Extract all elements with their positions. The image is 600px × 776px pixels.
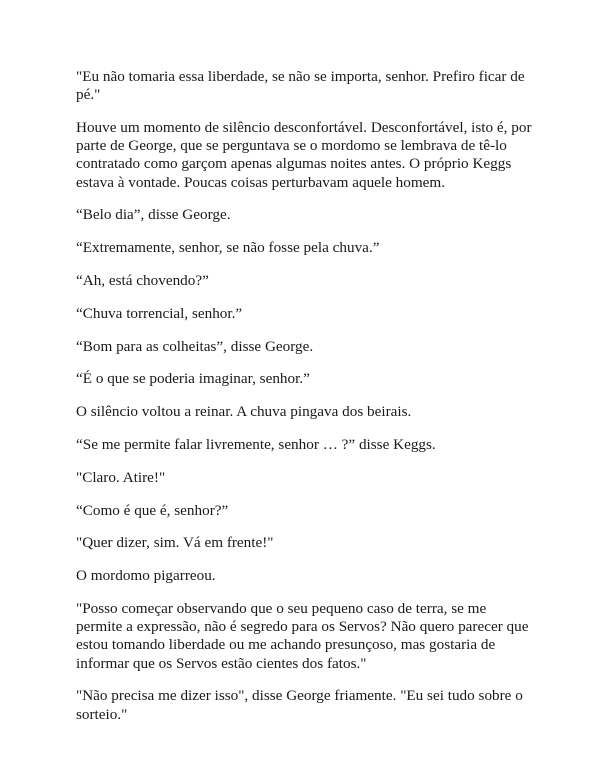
paragraph-8: “É o que se poderia imaginar, senhor.” — [76, 370, 310, 388]
paragraph-11: "Claro. Atire!" — [76, 468, 166, 486]
paragraph-5: “Ah, está chovendo?” — [76, 272, 209, 289]
paragraph-15: "Posso começar observando que o seu pequeno caso de terra, se me permite a expressão, não é segredo para os Servos? Não quero parecer que estou tomando liberdade ou me achando presunçoso, mas gostaria de informar que os Servos estão cientes dos fatos." — [76, 599, 529, 672]
paragraph-14: O mordomo pigarreou. — [76, 567, 216, 585]
paragraph-7: “Bom para as colheitas”, disse George. — [76, 337, 314, 355]
paragraph-16: "Não precisa me dizer isso", disse George friamente. "Eu sei tudo sobre o sorteio." — [76, 687, 523, 723]
paragraph-1: "Eu não tomaria essa liberdade, se não se importa, senhor. Prefiro ficar de pé." — [76, 68, 525, 104]
paragraph-3: “Belo dia”, disse George. — [76, 206, 231, 224]
paragraph-12: “Como é que é, senhor?” — [76, 501, 229, 519]
paragraph-6: “Chuva torrencial, senhor.” — [76, 304, 243, 322]
paragraph-13: "Quer dizer, sim. Vá em frente!" — [76, 534, 274, 552]
paragraph-4: “Extremamente, senhor, se não fosse pela chuva.” — [76, 239, 380, 257]
document-page — [76, 68, 536, 738]
paragraph-10: “Se me permite falar livremente, senhor … ?” disse Keggs. — [76, 435, 436, 453]
paragraph-9: O silêncio voltou a reinar. A chuva pingava dos beirais. — [76, 403, 412, 421]
paragraph-2: Houve um momento de silêncio desconfortável. Desconfortável, isto é, por parte de George, que se perguntava se o mordomo se lembrava de tê-lo contratado como garçom apenas algumas noites antes. O próprio Keggs estava à vontade. Poucas coisas perturbavam aquele homem. — [76, 119, 532, 191]
